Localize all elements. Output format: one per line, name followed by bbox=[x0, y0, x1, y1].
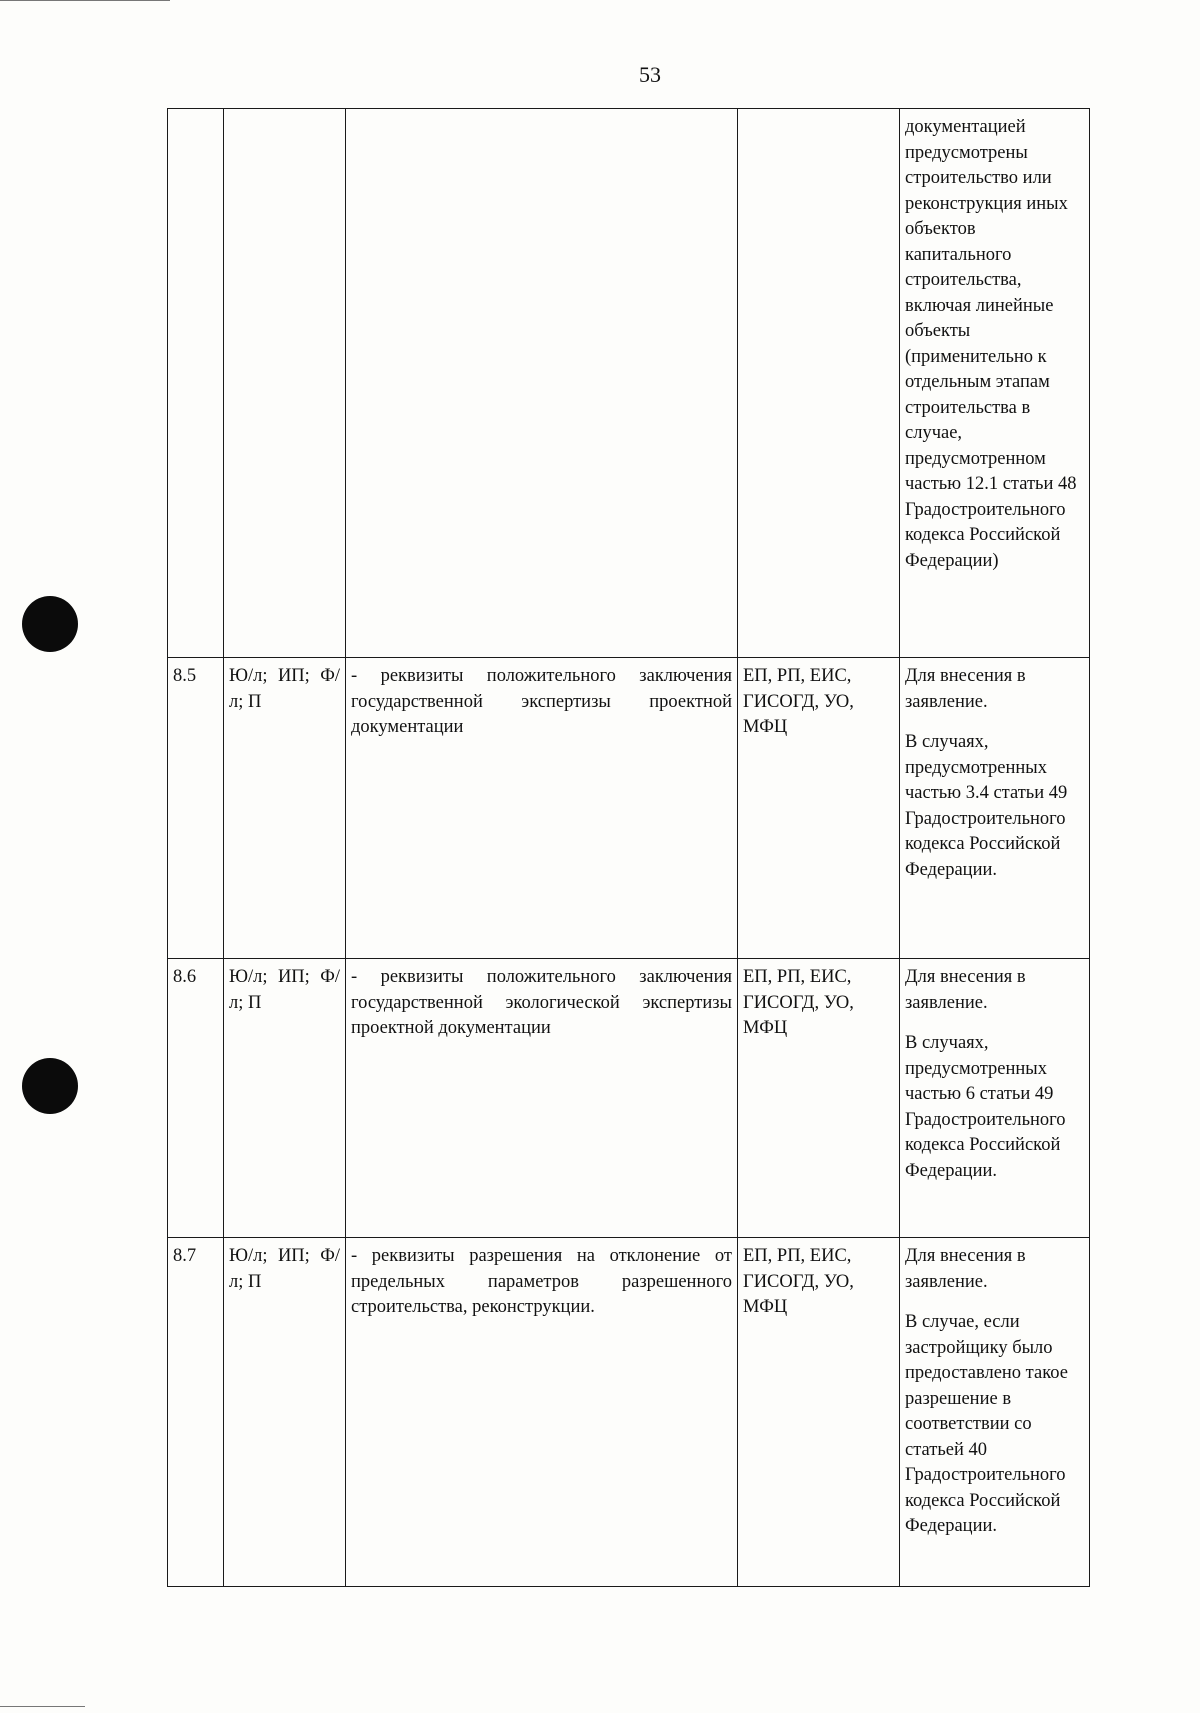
cell-note bbox=[900, 959, 1090, 1238]
note-condition: В случае, если застройщику было предоставлено такое разрешение в соответствии со статьей 40 Градостроительного кодекса Российской Федерации. bbox=[905, 1312, 1068, 1536]
cell-description bbox=[346, 959, 738, 1238]
cell-sources: ЕП, РП, ЕИС, ГИСОГД, УО, МФЦ bbox=[738, 658, 900, 959]
cell-sources: ЕП, РП, ЕИС, ГИСОГД, УО, МФЦ bbox=[738, 959, 900, 1238]
cell-num: 8.7 bbox=[168, 1238, 224, 1587]
applicants-text: Ю/л; ИП; Ф/л; П bbox=[229, 967, 340, 1013]
description-text: - реквизиты положительного заключения государственной экологической экспертизы проектной документации bbox=[351, 967, 732, 1038]
punch-hole-bottom bbox=[22, 1058, 78, 1114]
note-condition: В случаях, предусмотренных частью 3.4 статьи 49 Градостроительного кодекса Российской Федерации. bbox=[905, 732, 1068, 880]
page-number: 53 bbox=[639, 62, 661, 87]
cell-sources: ЕП, РП, ЕИС, ГИСОГД, УО, МФЦ bbox=[738, 1238, 900, 1587]
cell-applicants bbox=[224, 658, 346, 959]
table-row bbox=[168, 658, 1090, 959]
punch-hole-top bbox=[22, 596, 78, 652]
cell-description bbox=[346, 1238, 738, 1587]
cell-description bbox=[346, 109, 738, 658]
cell-note bbox=[900, 109, 1090, 658]
table-row bbox=[168, 1238, 1090, 1587]
table-row bbox=[168, 959, 1090, 1238]
note-purpose: Для внесения в заявление. bbox=[905, 666, 1026, 712]
cell-sources bbox=[738, 109, 900, 658]
note-purpose: Для внесения в заявление. bbox=[905, 967, 1026, 1013]
scan-edge-bottom bbox=[0, 1706, 85, 1707]
table-row-continued bbox=[168, 109, 1090, 658]
requirements-table bbox=[167, 108, 1090, 1587]
description-text: - реквизиты положительного заключения государственной экспертизы проектной документации bbox=[351, 666, 732, 737]
cell-note bbox=[900, 1238, 1090, 1587]
cell-applicants bbox=[224, 109, 346, 658]
note-condition: В случаях, предусмотренных частью 6 статьи 49 Градостроительного кодекса Российской Федерации. bbox=[905, 1033, 1066, 1181]
cell-num: 8.6 bbox=[168, 959, 224, 1238]
note-purpose: Для внесения в заявление. bbox=[905, 1246, 1026, 1292]
note-text: документацией предусмотрены строительство или реконструкция иных объектов капитального строительства, включая линейные объекты (применительно к отдельным этапам строительства в случае, предусмотренном частью 12.1 статьи 48 Градостроительного кодекса Российской Федерации) bbox=[905, 117, 1077, 571]
cell-description bbox=[346, 658, 738, 959]
description-text: - реквизиты разрешения на отклонение от предельных параметров разрешенного строительства, реконструкции. bbox=[351, 1246, 732, 1317]
applicants-text: Ю/л; ИП; Ф/л; П bbox=[229, 666, 340, 712]
cell-applicants bbox=[224, 959, 346, 1238]
scan-edge-top bbox=[0, 0, 170, 1]
cell-num: 8.5 bbox=[168, 658, 224, 959]
cell-note bbox=[900, 658, 1090, 959]
cell-num bbox=[168, 109, 224, 658]
applicants-text: Ю/л; ИП; Ф/л; П bbox=[229, 1246, 340, 1292]
cell-applicants bbox=[224, 1238, 346, 1587]
